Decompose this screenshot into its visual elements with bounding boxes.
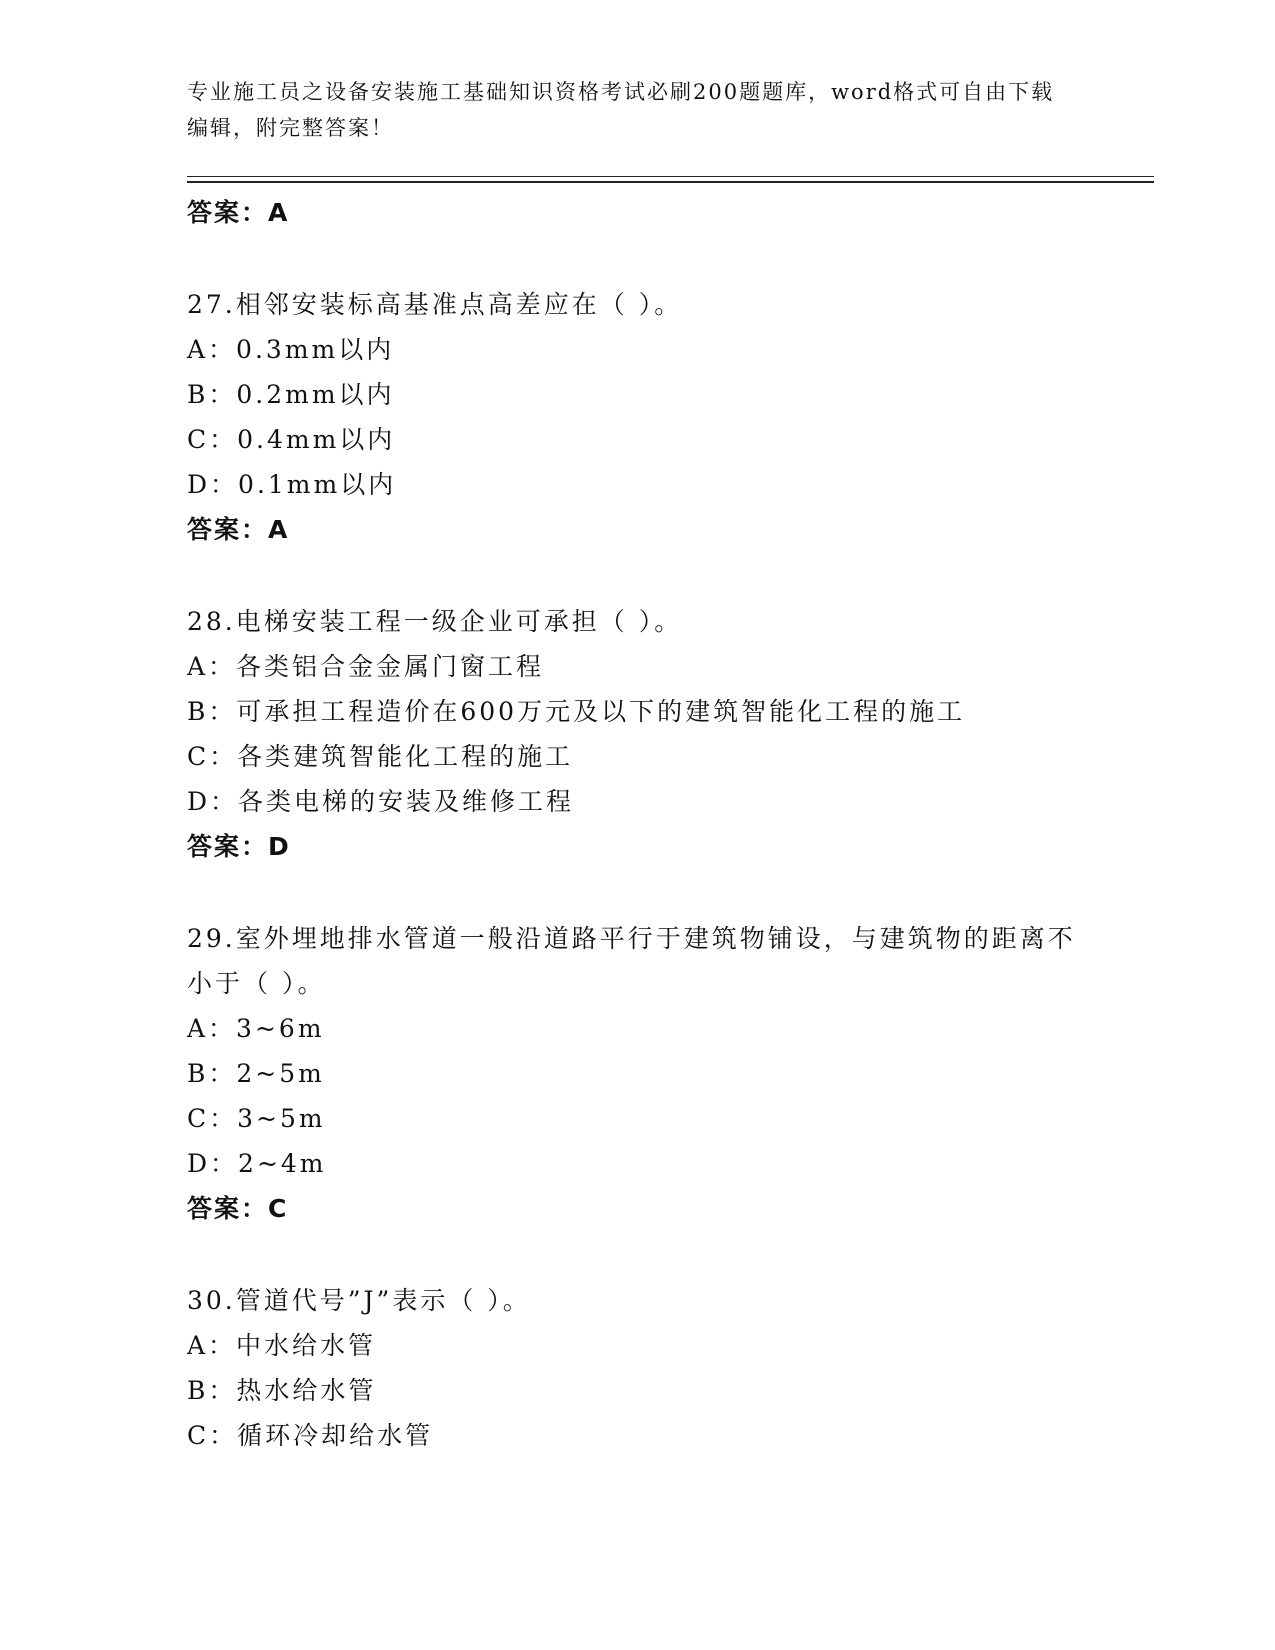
option-a: A：0.3mm以内 xyxy=(187,335,395,364)
option-d: D：各类电梯的安装及维修工程 xyxy=(187,787,575,816)
option-c: C：各类建筑智能化工程的施工 xyxy=(187,742,574,771)
question-answer: 答案：C xyxy=(187,1194,289,1223)
question-30 xyxy=(187,1278,1087,1458)
option-b: B：热水给水管 xyxy=(187,1376,377,1405)
header-rule-thick xyxy=(187,181,1154,183)
option-b: B：2~5m xyxy=(187,1059,325,1088)
option-d: D：2~4m xyxy=(187,1149,327,1178)
page-header: 专业施工员之设备安装施工基础知识资格考试必刷200题题库，word格式可自由下载编辑，附完整答案！ xyxy=(187,80,1055,140)
option-d: D：0.1mm以内 xyxy=(187,470,397,499)
question-stem: 28.电梯安装工程一级企业可承担（ ）。 xyxy=(187,607,683,636)
question-answer: 答案：A xyxy=(187,515,290,544)
header-rule-thin xyxy=(187,176,1154,177)
option-c: C：3~5m xyxy=(187,1104,326,1133)
option-b: B：0.2mm以内 xyxy=(187,380,395,409)
previous-answer: 答案：A xyxy=(187,198,290,227)
question-stem: 30.管道代号”J”表示（ ）。 xyxy=(187,1286,531,1315)
question-stem: 27.相邻安装标高基准点高差应在（ ）。 xyxy=(187,290,683,319)
question-28 xyxy=(187,599,1087,869)
question-29 xyxy=(187,916,1087,1231)
question-stem: 29.室外埋地排水管道一般沿道路平行于建筑物铺设，与建筑物的距离不小于（ ）。 xyxy=(187,924,1076,998)
option-a: A：3~6m xyxy=(187,1014,325,1043)
question-27 xyxy=(187,282,1087,552)
option-a: A：中水给水管 xyxy=(187,1331,377,1360)
option-a: A：各类铝合金金属门窗工程 xyxy=(187,652,545,681)
option-b: B：可承担工程造价在600万元及以下的建筑智能化工程的施工 xyxy=(187,697,966,726)
option-c: C：0.4mm以内 xyxy=(187,425,396,454)
question-list xyxy=(187,190,1087,1505)
question-answer: 答案：D xyxy=(187,832,291,861)
option-c: C：循环冷却给水管 xyxy=(187,1421,434,1450)
